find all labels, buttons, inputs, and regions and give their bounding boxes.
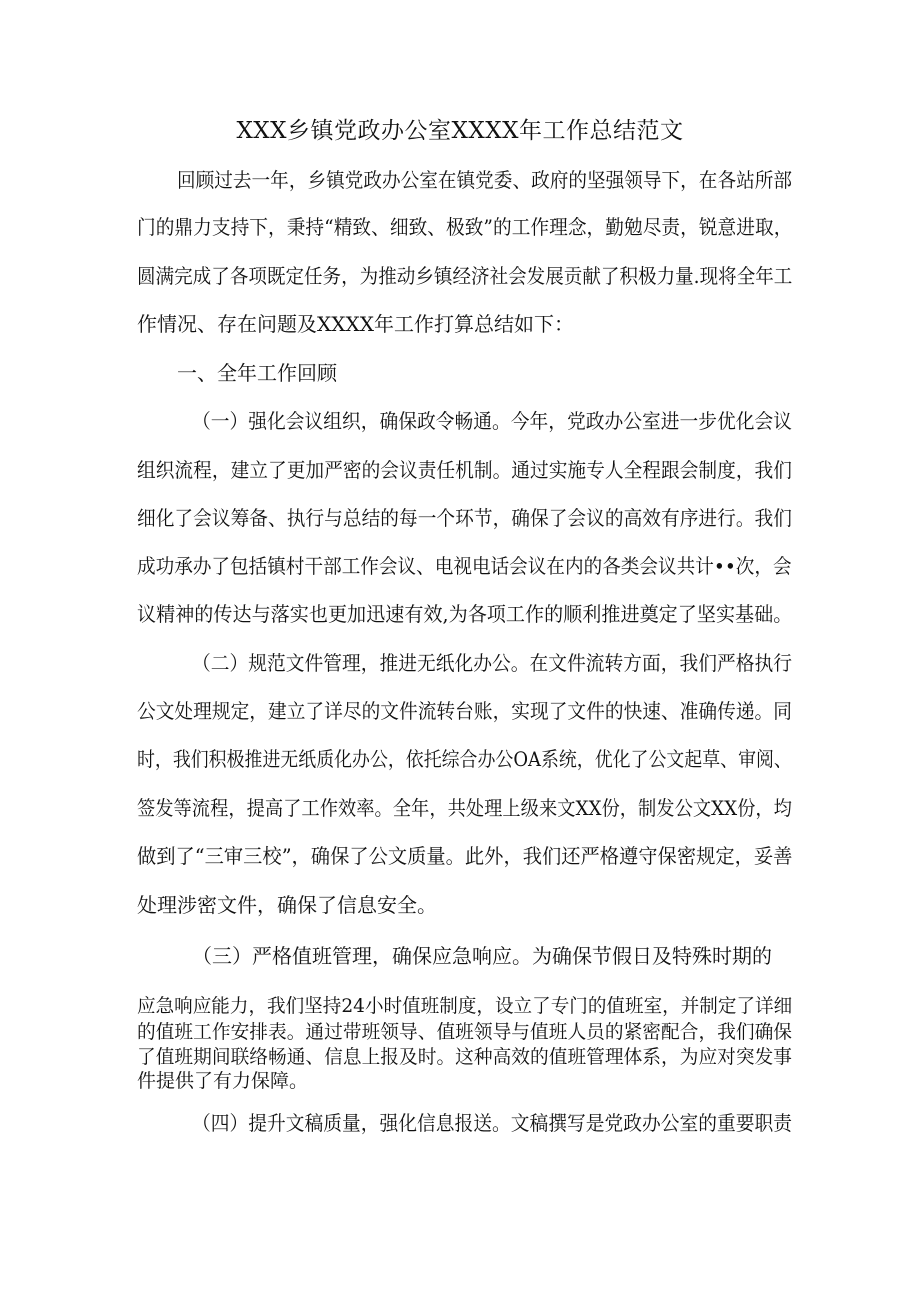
document-title: XXX乡镇党政办公室XXXX年工作总结范文 <box>236 118 684 144</box>
text-line: 时，我们积极推进无纸质化办公，依托综合办公OA系统，优化了公文起草、审阅、 <box>137 747 792 771</box>
text-line: 作情况、存在问题及XXXX年工作打算总结如下： <box>137 312 574 336</box>
section-heading: 一、全年工作回顾 <box>177 361 337 385</box>
text-line: 组织流程，建立了更加严密的会议责任机制。通过实施专人全程跟会制度，我们 <box>137 458 792 482</box>
text-line: 处理涉密文件，确保了信息安全。 <box>137 893 437 917</box>
text-line: （二）规范文件管理，推进无纸化办公。在文件流转方面，我们严格执行 <box>192 651 792 675</box>
text-line: 议精神的传达与落实也更加迅速有效,为各项工作的顺利推进奠定了坚实基础。 <box>137 602 793 626</box>
text-line: 公文处理规定，建立了详尽的文件流转台账，实现了文件的快速、准确传递。同 <box>137 699 792 723</box>
text-line: 细化了会议筹备、执行与总结的每一个环节，确保了会议的高效有序进行。我们 <box>137 506 792 530</box>
text-line: 签发等流程，提高了工作效率。全年，共处理上级来文XX份，制发公文XX份，均 <box>137 796 792 820</box>
text-line: 了值班期间联络畅通、信息上报及时。这种高效的值班管理体系，为应对突发事 <box>137 1046 793 1068</box>
text-line: 圆满完成了各项既定任务，为推动乡镇经济社会发展贡献了积极力量.现将全年工 <box>137 264 793 288</box>
text-line: 做到了“三审三校”，确保了公文质量。此外，我们还严格遵守保密规定，妥善 <box>137 844 793 868</box>
text-line: 的值班工作安排表。通过带班领导、值班领导与值班人员的紧密配合，我们确保 <box>137 1021 793 1043</box>
text-line: （三）严格值班管理，确保应急响应。为确保节假日及特殊时期的 <box>192 944 772 968</box>
text-line: 成功承办了包括镇村干部工作会议、电视电话会议在内的各类会议共计••次，会 <box>137 554 792 578</box>
text-line: 应急响应能力，我们坚持24小时值班制度，设立了专门的值班室，并制定了详细 <box>137 995 793 1017</box>
text-line: 门的鼎力支持下，秉持“精致、细致、极致”的工作理念，勤勉尽责，锐意进取， <box>137 215 793 239</box>
text-line: 件提供了有力保障。 <box>137 1070 309 1092</box>
text-line: （四）提升文稿质量，强化信息报送。文稿撰写是党政办公室的重要职责 <box>192 1111 792 1135</box>
text-line: （一）强化会议组织，确保政令畅通。今年，党政办公室进一步优化会议 <box>192 409 792 433</box>
text-line: 回顾过去一年，乡镇党政办公室在镇党委、政府的坚强领导下，在各站所部 <box>177 168 792 192</box>
